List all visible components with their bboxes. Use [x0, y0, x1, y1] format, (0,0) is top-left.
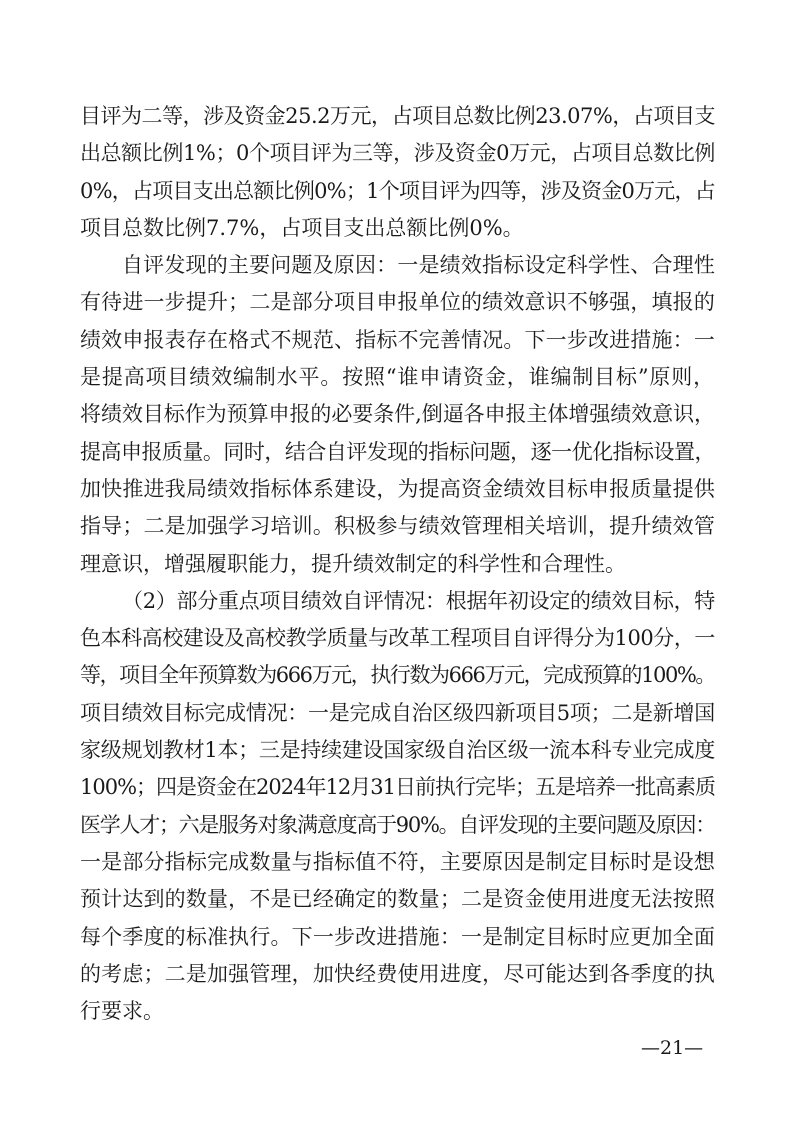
text-line: 行要求。	[80, 999, 164, 1024]
body-text	[80, 98, 715, 1030]
text-line: 预计达到的数量，不是已经确定的数量；二是资金使用进度无法按照	[80, 887, 715, 912]
page-number: —21—	[641, 1037, 704, 1059]
text-line: 理意识，增强履职能力，提升绩效制定的科学性和合理性。	[80, 551, 626, 576]
text-line: 自评发现的主要问题及原因：一是绩效指标设定科学性、合理性	[122, 253, 715, 278]
text-line: 绩效申报表存在格式不规范、指标不完善情况。下一步改进措施：一	[80, 327, 715, 352]
text-line: 家级规划教材1本；三是持续建设国家级自治区级一流本科专业完成度	[80, 738, 715, 763]
text-line: 的考虑；二是加强管理，加快经费使用进度，尽可能达到各季度的执	[80, 961, 715, 986]
paragraph-project-grades	[80, 98, 715, 247]
text-line: 项目总数比例7.7%，占项目支出总额比例0%。	[80, 215, 524, 240]
text-line: （2）部分重点项目绩效自评情况：根据年初设定的绩效目标，特	[122, 588, 715, 613]
text-line: 0%，占项目支出总额比例0%；1个项目评为四等，涉及资金0万元，占	[80, 178, 715, 203]
text-line: 等，项目全年预算数为666万元，执行数为666万元，完成预算的100%。	[80, 663, 715, 688]
text-line: 有待进一步提升；二是部分项目申报单位的绩效意识不够强，填报的	[80, 290, 715, 315]
text-line: 提高申报质量。同时，结合自评发现的指标问题，逐一优化指标设置，	[80, 439, 715, 464]
text-line: 将绩效目标作为预算申报的必要条件,倒逼各申报主体增强绩效意识，	[80, 402, 715, 427]
text-line: 加快推进我局绩效指标体系建设，为提高资金绩效目标申报质量提供	[80, 476, 715, 501]
paragraph-key-project-evaluation	[80, 583, 715, 1031]
text-line: 是提高项目绩效编制水平。按照“谁申请资金，谁编制目标”原则，	[80, 365, 715, 390]
text-line: 100%；四是资金在2024年12月31日前执行完毕；五是培养一批高素质	[80, 775, 715, 800]
text-line: 项目绩效目标完成情况：一是完成自治区级四新项目5项；二是新增国	[80, 700, 715, 725]
text-line: 每个季度的标准执行。下一步改进措施：一是制定目标时应更加全面	[80, 924, 715, 949]
text-line: 一是部分指标完成数量与指标值不符，主要原因是制定目标时是设想	[80, 849, 715, 874]
text-line: 指导；二是加强学习培训。积极参与绩效管理相关培训，提升绩效管	[80, 514, 715, 539]
text-line: 医学人才；六是服务对象满意度高于90%。自评发现的主要问题及原因：	[80, 812, 715, 837]
paragraph-problems-and-measures	[80, 247, 715, 583]
text-line: 出总额比例1%；0个项目评为三等，涉及资金0万元，占项目总数比例	[80, 141, 715, 166]
text-line: 目评为二等，涉及资金25.2万元，占项目总数比例23.07%，占项目支	[80, 104, 715, 128]
text-line: 色本科高校建设及高校教学质量与改革工程项目自评得分为100分，一	[80, 626, 715, 651]
